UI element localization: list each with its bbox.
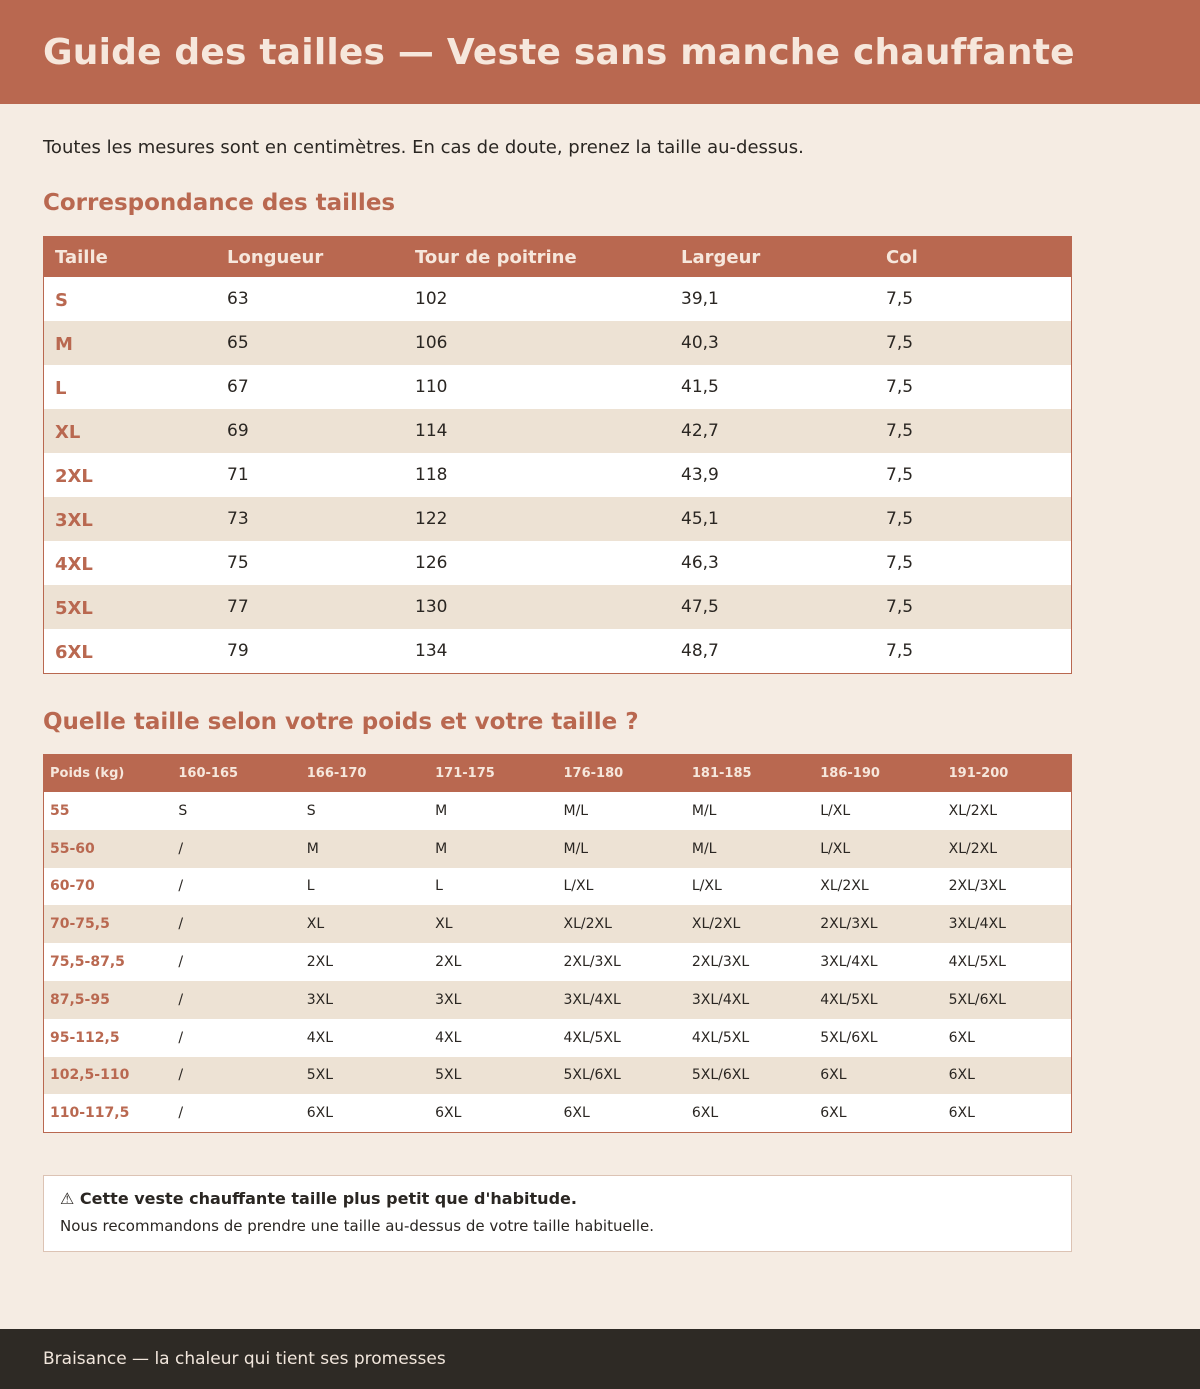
table-cell: M/L <box>691 802 717 819</box>
sizing-warning-note <box>43 1175 1072 1252</box>
table-cell: 5XL/6XL <box>820 1029 878 1046</box>
table-cell: 6XL <box>563 1105 590 1122</box>
table-cell: 4XL/5XL <box>691 1029 750 1046</box>
table-row <box>44 409 1071 453</box>
table-row <box>44 1019 1071 1057</box>
table-cell: 63 <box>227 289 249 309</box>
weight-label: 110-117,5 <box>50 1105 130 1122</box>
table-cell: 6XL <box>306 1105 334 1122</box>
weight-label: 87,5-95 <box>44 981 172 1019</box>
table-cell: XL/2XL <box>948 802 998 819</box>
table-cell: / <box>178 1029 184 1046</box>
table-cell: 2XL/3XL <box>691 954 750 971</box>
table-cell: 7,5 <box>875 585 1071 629</box>
fit-table-container <box>43 754 1072 1133</box>
table-cell: XL <box>429 905 557 943</box>
table-row <box>44 868 1071 906</box>
table-cell: XL/2XL <box>943 830 1071 868</box>
table-cell: 5XL <box>429 1057 557 1095</box>
table-row <box>44 981 1071 1019</box>
size-table-container <box>43 236 1072 674</box>
table-cell: 7,5 <box>875 409 1071 453</box>
note-text: Nous recommandons de prendre une taille au-dessus de votre taille habituelle. <box>60 1217 655 1235</box>
table-cell: / <box>172 830 300 868</box>
table-cell: 118 <box>415 465 448 485</box>
table-cell: / <box>172 905 300 943</box>
table-cell: 2XL/3XL <box>814 905 942 943</box>
table-row <box>44 321 1071 365</box>
table-row <box>44 1057 1071 1095</box>
table-cell: 6XL <box>943 1057 1071 1095</box>
table-row <box>44 277 1071 321</box>
table-cell: 2XL/3XL <box>563 954 621 971</box>
table-cell: 7,5 <box>886 553 914 573</box>
table-cell: 134 <box>415 641 448 661</box>
table-cell: 4XL <box>435 1029 462 1046</box>
table-cell: 110 <box>415 377 448 397</box>
table-cell: 47,5 <box>670 585 875 629</box>
table-row <box>44 1094 1071 1132</box>
fit-table-title: Quelle taille selon votre poids et votre taille ? <box>43 709 639 735</box>
weight-label: 70-75,5 <box>44 905 172 943</box>
table-cell: 7,5 <box>875 497 1071 541</box>
column-header: Largeur <box>670 237 875 277</box>
table-cell: 79 <box>227 641 249 661</box>
table-cell: XL <box>301 905 429 943</box>
table-cell: 4XL/5XL <box>948 954 1006 971</box>
table-cell: 45,1 <box>670 497 875 541</box>
weight-label: 55 <box>50 802 70 819</box>
size-label: 4XL <box>55 554 93 575</box>
footer-text: Braisance — la chaleur qui tient ses promesses <box>43 1349 446 1369</box>
table-cell: L/XL <box>814 830 942 868</box>
table-cell: 3XL <box>429 981 557 1019</box>
table-cell: 3XL/4XL <box>686 981 814 1019</box>
table-row <box>44 943 1071 981</box>
table-cell: M/L <box>686 830 814 868</box>
table-cell: XL/2XL <box>686 905 814 943</box>
table-cell: S <box>178 802 188 819</box>
size-table-title: Correspondance des tailles <box>43 190 396 216</box>
table-cell: 69 <box>216 409 404 453</box>
column-header: Poids (kg) <box>44 755 172 792</box>
column-header: 176-180 <box>558 755 686 792</box>
table-cell: 114 <box>404 409 670 453</box>
table-row <box>44 453 1071 497</box>
column-header: 181-185 <box>686 755 814 792</box>
table-row <box>44 830 1071 868</box>
table-cell: 3XL <box>301 981 429 1019</box>
table-cell: 73 <box>216 497 404 541</box>
size-table <box>44 237 1071 673</box>
table-cell: 6XL <box>948 1029 975 1046</box>
table-cell: 6XL <box>435 1105 462 1122</box>
table-cell: 48,7 <box>681 641 719 661</box>
table-cell: 67 <box>227 377 249 397</box>
table-cell: 5XL/6XL <box>943 981 1071 1019</box>
table-cell: 3XL/4XL <box>820 954 878 971</box>
table-cell: 5XL <box>301 1057 429 1095</box>
table-cell: M <box>301 830 429 868</box>
table-cell: 5XL/6XL <box>686 1057 814 1095</box>
table-cell: L/XL <box>563 878 594 895</box>
fit-table-header <box>44 755 1071 792</box>
table-cell: S <box>306 802 316 819</box>
table-cell: 4XL <box>306 1029 334 1046</box>
table-cell: / <box>172 981 300 1019</box>
table-cell: 42,7 <box>670 409 875 453</box>
column-header: Taille <box>44 237 216 277</box>
table-cell: 43,9 <box>681 465 719 485</box>
table-cell: 6XL <box>948 1105 975 1122</box>
table-cell: 7,5 <box>886 289 914 309</box>
table-cell: 40,3 <box>670 321 875 365</box>
table-row <box>44 541 1071 585</box>
size-label: 6XL <box>55 642 93 663</box>
column-header: Tour de poitrine <box>404 237 670 277</box>
table-cell: L/XL <box>691 878 722 895</box>
table-cell: XL/2XL <box>558 905 686 943</box>
page-footer <box>0 1329 1200 1389</box>
column-header: 160-165 <box>172 755 300 792</box>
table-cell: L/XL <box>820 802 851 819</box>
table-cell: 126 <box>415 553 448 573</box>
table-cell: M <box>429 830 557 868</box>
table-cell: 4XL/5XL <box>563 1029 621 1046</box>
table-cell: / <box>178 954 184 971</box>
table-row <box>44 497 1071 541</box>
table-cell: 46,3 <box>681 553 719 573</box>
table-row <box>44 905 1071 943</box>
table-cell: / <box>172 1057 300 1095</box>
size-label: S <box>55 290 68 311</box>
table-cell: 5XL/6XL <box>558 1057 686 1095</box>
table-cell: 7,5 <box>886 641 914 661</box>
table-cell: / <box>178 878 184 895</box>
table-cell: 2XL/3XL <box>948 878 1006 895</box>
table-cell: 106 <box>404 321 670 365</box>
table-row <box>44 365 1071 409</box>
size-label: 2XL <box>55 466 93 487</box>
weight-label: 102,5-110 <box>44 1057 172 1095</box>
table-cell: 7,5 <box>886 377 914 397</box>
table-cell: 6XL <box>820 1105 847 1122</box>
table-cell: 7,5 <box>886 465 914 485</box>
column-header: Longueur <box>216 237 404 277</box>
column-header: 171-175 <box>429 755 557 792</box>
column-header: 186-190 <box>814 755 942 792</box>
table-row <box>44 792 1071 830</box>
column-header: 191-200 <box>943 755 1071 792</box>
column-header: Col <box>875 237 1071 277</box>
table-cell: 3XL/4XL <box>558 981 686 1019</box>
weight-label: 55-60 <box>44 830 172 868</box>
table-cell: 130 <box>404 585 670 629</box>
table-cell: L <box>306 878 315 895</box>
column-header: 166-170 <box>301 755 429 792</box>
table-cell: L <box>435 878 443 895</box>
weight-label: 95-112,5 <box>50 1029 120 1046</box>
table-row <box>44 585 1071 629</box>
table-cell: 39,1 <box>681 289 719 309</box>
table-cell: 71 <box>227 465 249 485</box>
size-label: 3XL <box>44 497 216 541</box>
page-title: Guide des tailles — Veste sans manche chauffante <box>43 31 1075 73</box>
table-cell: 6XL <box>691 1105 719 1122</box>
table-cell: M <box>435 802 448 819</box>
table-cell: M/L <box>558 830 686 868</box>
table-cell: M/L <box>563 802 589 819</box>
table-cell: 77 <box>216 585 404 629</box>
table-cell: 102 <box>415 289 448 309</box>
warning-icon: ⚠ <box>60 1189 75 1208</box>
size-label: 5XL <box>44 585 216 629</box>
table-cell: 2XL <box>306 954 334 971</box>
page-header <box>0 0 1200 104</box>
table-cell: 75 <box>227 553 249 573</box>
size-table-header <box>44 237 1071 277</box>
table-cell: XL/2XL <box>820 878 869 895</box>
size-label: XL <box>44 409 216 453</box>
size-label: L <box>55 378 67 399</box>
intro-text: Toutes les mesures sont en centimètres. En cas de doute, prenez la taille au-dessus. <box>43 137 804 158</box>
weight-label: 75,5-87,5 <box>50 954 125 971</box>
table-cell: 65 <box>216 321 404 365</box>
note-title: Cette veste chauffante taille plus petit que d'habitude. <box>79 1189 577 1208</box>
table-cell: 7,5 <box>875 321 1071 365</box>
table-row <box>44 629 1071 673</box>
table-cell: 6XL <box>814 1057 942 1095</box>
table-cell: / <box>178 1105 184 1122</box>
table-cell: 122 <box>404 497 670 541</box>
weight-label: 60-70 <box>50 878 95 895</box>
table-cell: 2XL <box>435 954 462 971</box>
size-label: M <box>44 321 216 365</box>
table-cell: 4XL/5XL <box>814 981 942 1019</box>
table-cell: 3XL/4XL <box>943 905 1071 943</box>
fit-table <box>44 755 1071 1132</box>
table-cell: 41,5 <box>681 377 719 397</box>
